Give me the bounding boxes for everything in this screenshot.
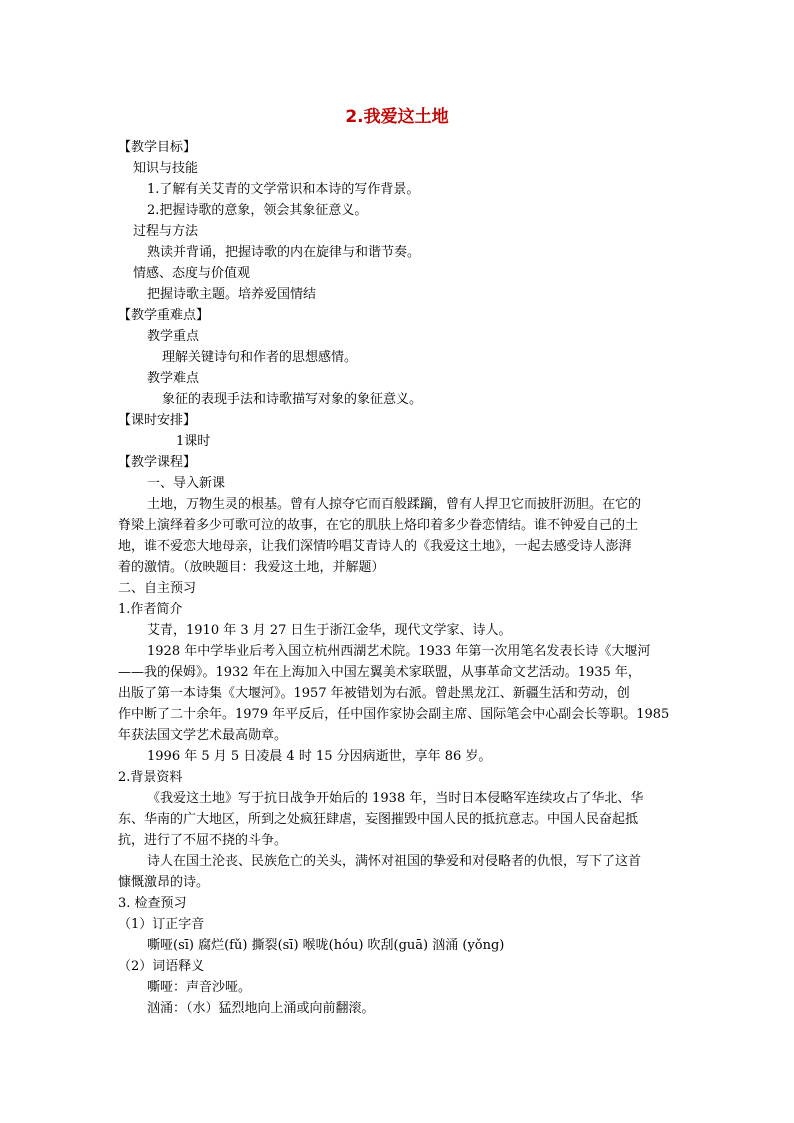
section-heading-process: 【教学课程】 xyxy=(118,455,197,470)
step-heading-intro: 一、导入新课 xyxy=(147,476,226,491)
objective-item-2: 2.把握诗歌的意象，领会其象征意义。 xyxy=(147,203,368,218)
process-text: 熟读并背诵，把握诗歌的内在旋律与和谐节奏。 xyxy=(147,245,421,260)
intro-paragraph-line-3: 地，谁不爱恋大地母亲，让我们深情吟唱艾青诗人的《我爱这土地》，一起去感受诗人澎湃 xyxy=(118,539,632,554)
schedule-text: 1课时 xyxy=(176,434,211,449)
difficulty-text: 象征的表现手法和诗歌描写对象的象征意义。 xyxy=(162,392,423,407)
intro-paragraph-line-4: 着的激情。（放映题目：我爱这土地，并解题） xyxy=(118,560,385,575)
emotion-text: 把握诗歌主题。培养爱国情结 xyxy=(147,287,317,302)
author-line-4: 出版了第一本诗集《大堰河》。1957 年被错划为右派。曾赴黑龙江、新疆生活和劳动，创 xyxy=(118,686,630,701)
subheading-author: 1.作者简介 xyxy=(118,602,183,617)
author-line-1: 艾青，1910 年 3 月 27 日生于浙江金华，现代文学家、诗人。 xyxy=(147,623,512,638)
vocabulary-item-2: 汹涌：（水）猛烈地向上涌或向前翻滚。 xyxy=(147,1001,375,1016)
pronunciation-list: 嘶哑(sī) 腐烂(fǔ) 撕裂(sī) 喉咙(hóu) 吹刮(guā) 汹涌 (yǒng) xyxy=(147,938,505,953)
author-line-5: 作中断了二十余年。1979 年平反后，任中国作家协会副主席、国际笔会中心副会长等职。1985 xyxy=(118,707,670,722)
page-title: 2.我爱这土地 xyxy=(345,107,449,127)
author-line-2: 1928 年中学毕业后考入国立杭州西湖艺术院。1933 年第一次用笔名发表长诗《大堰河 xyxy=(147,644,651,659)
objective-item-1: 1.了解有关艾青的文学常识和本诗的写作背景。 xyxy=(147,182,420,197)
background-line-4: 诗人在国土沦丧、民族危亡的关头，满怀对祖国的挚爱和对侵略者的仇恨，写下了这首 xyxy=(147,854,642,869)
step-heading-preview: 二、自主预习 xyxy=(118,581,197,596)
subheading-key-point: 教学重点 xyxy=(147,329,200,344)
section-heading-schedule: 【课时安排】 xyxy=(118,413,197,428)
background-line-5: 慷慨激昂的诗。 xyxy=(118,875,210,890)
subheading-background: 2.背景资料 xyxy=(118,770,183,785)
subheading-process: 过程与方法 xyxy=(133,224,199,239)
section-heading-key-points: 【教学重难点】 xyxy=(118,308,210,323)
subheading-difficulty: 教学难点 xyxy=(147,371,200,386)
author-line-3: ——我的保姆》。1932 年在上海加入中国左翼美术家联盟，从事革命文艺活动。1935 年， xyxy=(118,665,641,680)
author-line-6: 年获法国文学艺术最高勋章。 xyxy=(118,728,288,743)
background-line-2: 东、华南的广大地区，所到之处疯狂肆虐，妄图摧毁中国人民的抵抗意志。中国人民奋起抵 xyxy=(118,812,639,827)
subheading-pronunciation: （1）订正字音 xyxy=(118,917,205,932)
subheading-emotion: 情感、态度与价值观 xyxy=(133,266,251,281)
subheading-knowledge: 知识与技能 xyxy=(133,161,199,176)
section-heading-objectives: 【教学目标】 xyxy=(118,140,197,155)
subheading-check-preview: 3. 检查预习 xyxy=(118,896,187,911)
subheading-vocabulary: （2）词语释义 xyxy=(118,959,205,974)
intro-paragraph-line-2: 脊梁上演绎着多少可歌可泣的故事，在它的肌肤上烙印着多少眷恋情结。谁不钟爱自己的土 xyxy=(118,518,639,533)
background-line-3: 抗，进行了不屈不挠的斗争。 xyxy=(118,833,288,848)
key-point-text: 理解关键诗句和作者的思想感情。 xyxy=(162,350,358,365)
intro-paragraph-line-1: 土地，万物生灵的根基。曾有人掠夺它而百般蹂躏，曾有人捍卫它而披肝沥胆。在它的 xyxy=(147,497,642,512)
author-line-7: 1996 年 5 月 5 日凌晨 4 时 15 分因病逝世，享年 86 岁。 xyxy=(147,749,492,764)
vocabulary-item-1: 嘶哑：声音沙哑。 xyxy=(147,980,252,995)
background-line-1: 《我爱这土地》写于抗日战争开始后的 1938 年，当时日本侵略军连续攻占了华北、华 xyxy=(147,791,644,806)
